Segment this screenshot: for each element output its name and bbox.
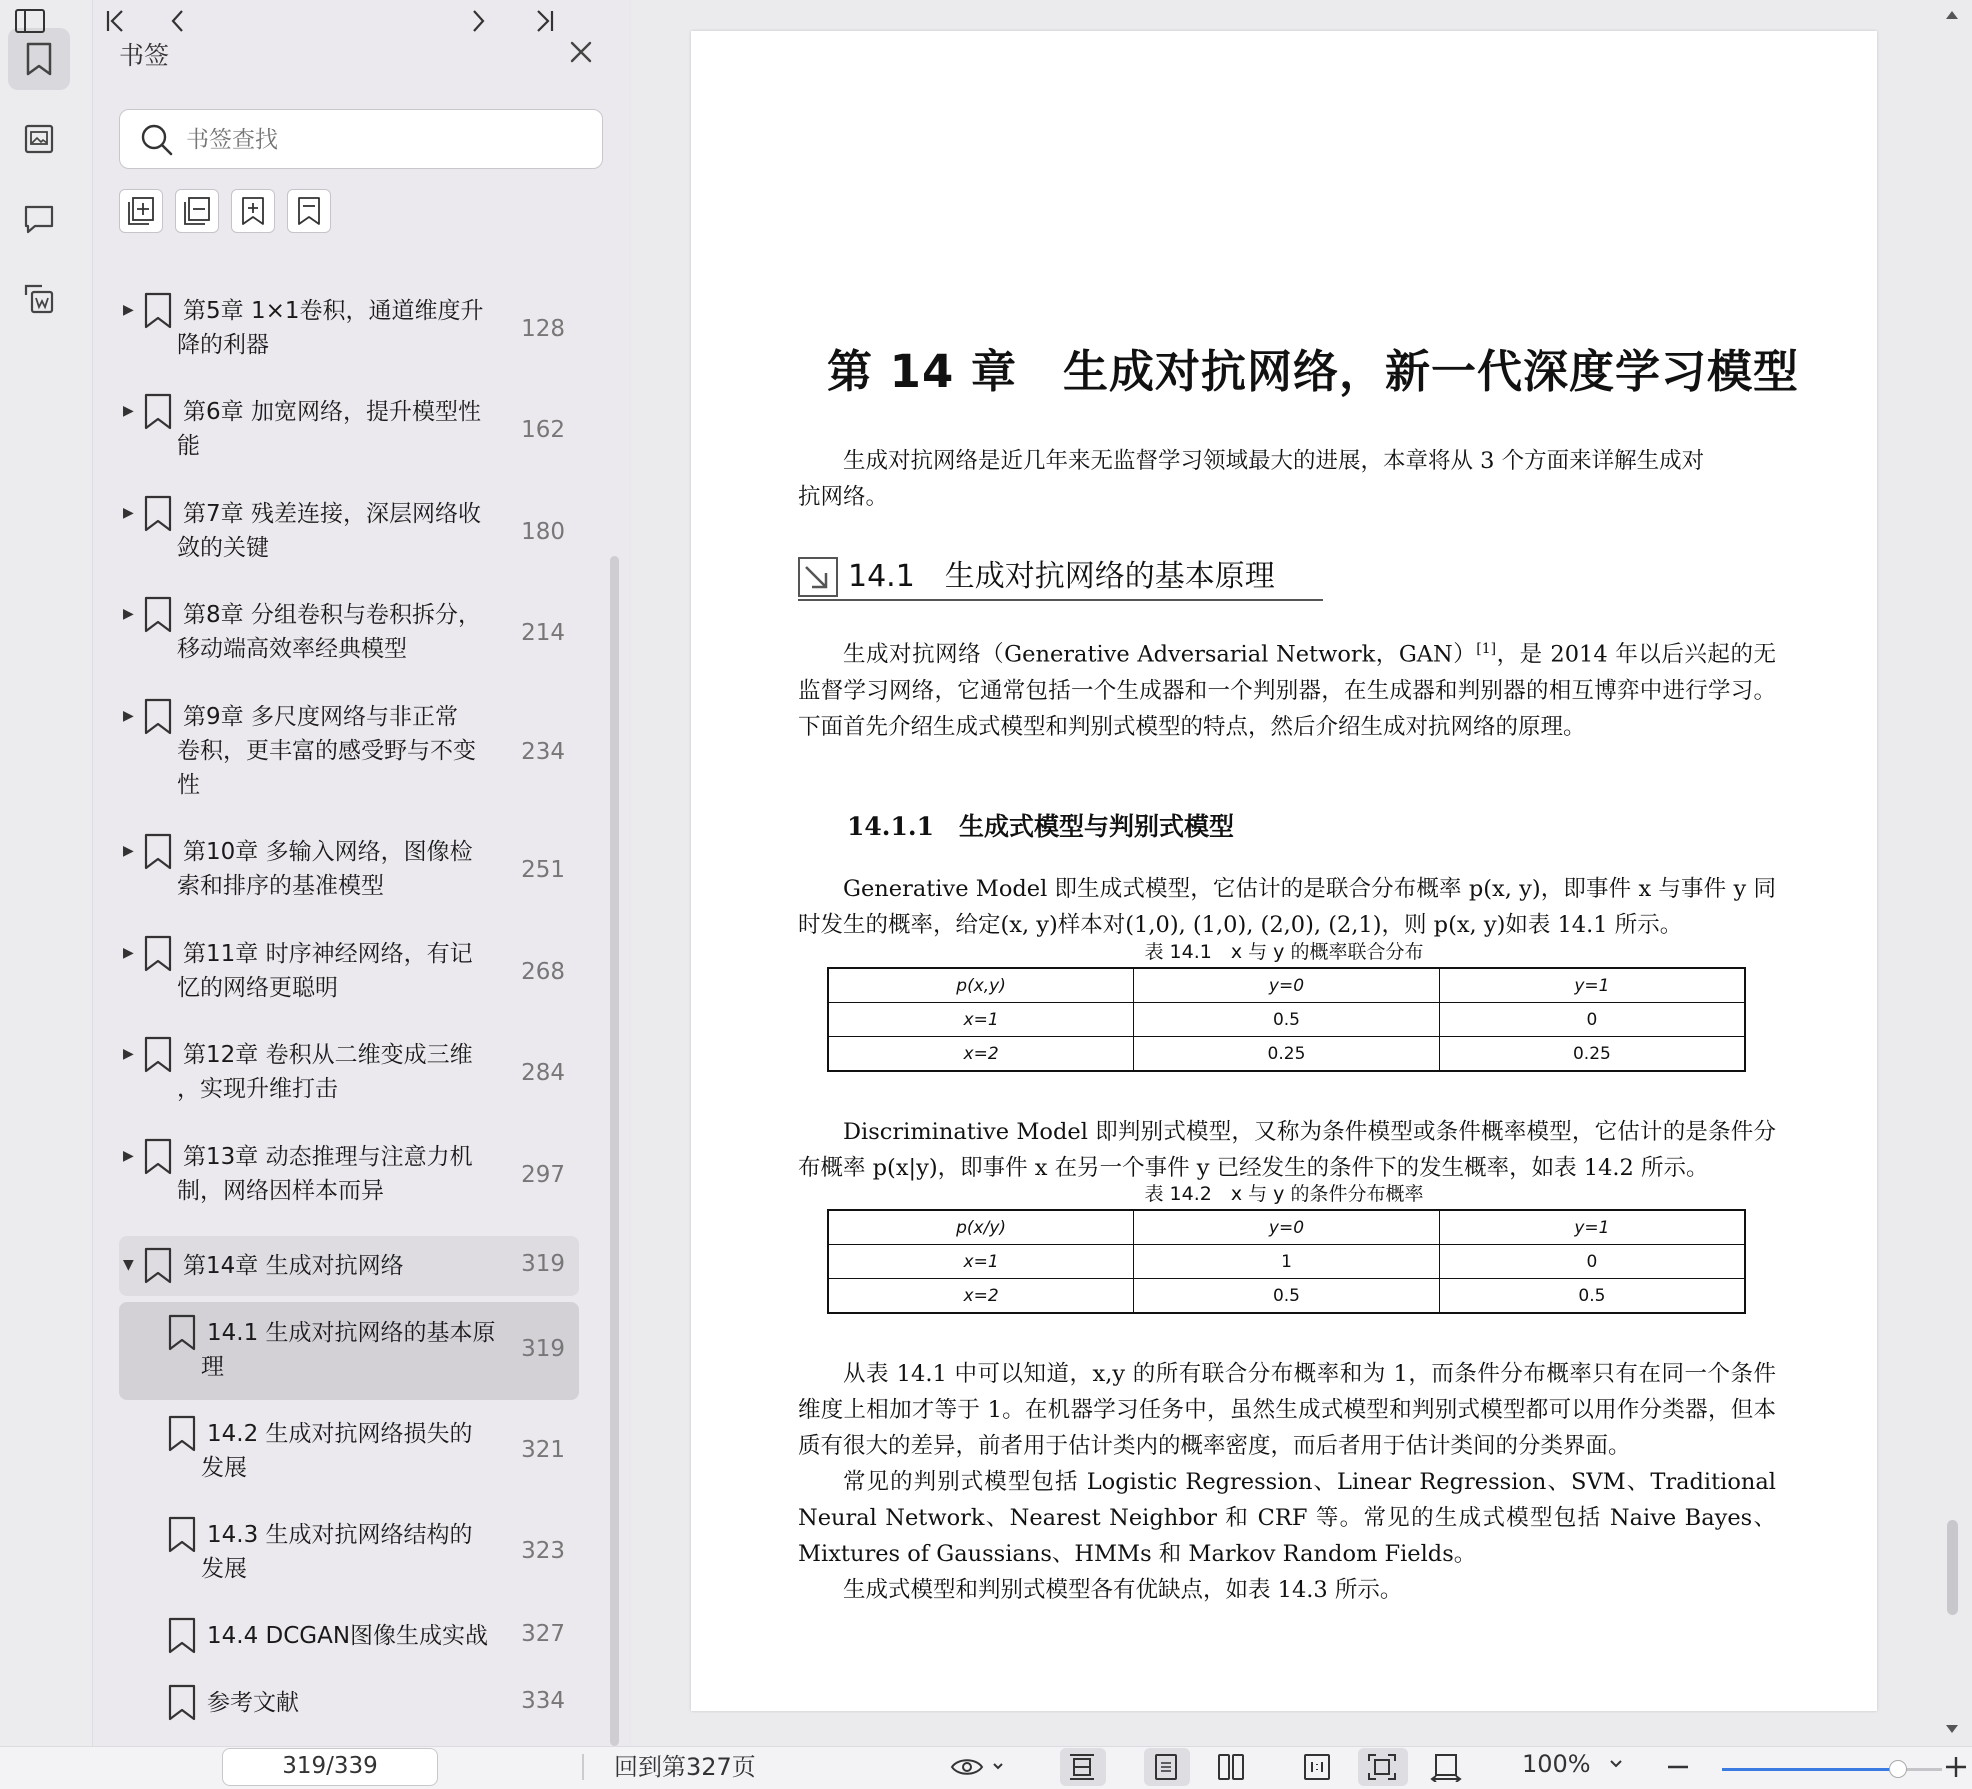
pros-cons-text: 生成式模型和判别式模型各有优缺点，如表 14.3 所示。	[843, 1577, 1403, 1603]
continuous-scroll-button[interactable]	[1066, 1752, 1098, 1782]
document-scrollbar[interactable]	[1947, 1520, 1958, 1615]
bookmark-title: 降的利器	[177, 332, 269, 358]
bookmark-page-number: 297	[521, 1162, 565, 1188]
table-cell: 0.25	[1439, 1037, 1745, 1072]
joint-probability-table	[827, 967, 1746, 1072]
gan-intro-text-b: ，是 2014 年以后兴起的无监督学习网络，它通常包括一个生成器和一个判别器，在生成器和判别器的相互博弈中进行学习。下面首先介绍生成式模型和判别式模型的特点，然后介绍生成对抗网络的原理。	[798, 641, 1776, 740]
section-title: 14.1 生成对抗网络的基本原理	[848, 559, 1275, 594]
last-page-icon	[532, 8, 556, 34]
bookmark-icon	[167, 1415, 197, 1457]
bookmark-item[interactable]	[119, 381, 579, 483]
zoom-in-button[interactable]	[1944, 1752, 1968, 1782]
toggle-sidebar-button[interactable]	[14, 6, 46, 36]
collapsed-arrow-icon[interactable]: ▶	[123, 708, 134, 724]
bookmark-page-number: 214	[521, 620, 565, 646]
bookmarks-tab[interactable]	[8, 28, 70, 90]
table-row	[828, 1279, 1745, 1314]
subsection-title: 14.1.1 生成式模型与判别式模型	[847, 812, 1234, 841]
bookmark-title: 第12章 卷积从二维变成三维	[183, 1042, 473, 1068]
bookmark-title: 性	[177, 772, 200, 798]
table-cell: p(x,y)	[828, 968, 1134, 1003]
bookmark-title: ，实现升维打击	[177, 1076, 338, 1102]
bookmark-item[interactable]	[119, 821, 579, 923]
section-heading	[798, 551, 1323, 601]
sub-bookmark-item[interactable]	[119, 1504, 579, 1602]
table-row	[828, 968, 1745, 1003]
table-cell: 0.5	[1134, 1003, 1440, 1037]
fit-width-button[interactable]	[1430, 1752, 1462, 1782]
table-cell: 0.25	[1134, 1037, 1440, 1072]
bookmark-title: 理	[201, 1354, 224, 1380]
collapsed-arrow-icon[interactable]: ▶	[123, 505, 134, 521]
bookmark-page-number: 180	[521, 519, 565, 545]
chapter-title: 第 14 章 生成对抗网络，新一代深度学习模型	[827, 345, 1799, 398]
table2-caption: 表 14.2 x 与 y 的条件分布概率	[1144, 1183, 1424, 1205]
table-cell: y=1	[1439, 968, 1745, 1003]
bookmark-page-number: 319	[521, 1251, 565, 1277]
bookmark-title: 第10章 多输入网络，图像检	[183, 839, 473, 865]
add-bookmark-icon	[237, 195, 269, 227]
collapse-all-icon	[181, 195, 213, 227]
bookmark-icon	[143, 393, 173, 435]
common-models-text: 常见的判别式模型包括 Logistic Regression、Linear Regression、SVM、Traditional Neural Network、Nearest Neighbor 和 CRF 等。常见的生成式模型包括 Naive Bayes、Mixtures of Gaussians、HMMs 和 Markov Random Fields。	[798, 1469, 1776, 1567]
close-icon	[563, 34, 599, 70]
bookmark-title: 第9章 多尺度网络与非正常	[183, 704, 458, 730]
collapsed-arrow-icon[interactable]: ▶	[123, 1148, 134, 1164]
comment-icon	[23, 204, 55, 234]
bookmark-title: 发展	[201, 1556, 247, 1582]
view-mode-button[interactable]	[950, 1752, 1006, 1782]
two-page-icon	[1216, 1752, 1246, 1782]
table-cell: x=1	[828, 1245, 1134, 1279]
bookmark-icon	[143, 1138, 173, 1180]
page-number-input[interactable]: 319/339	[222, 1748, 438, 1786]
toolbar-divider	[582, 1754, 584, 1780]
table-cell: 1	[1134, 1245, 1440, 1279]
table1-caption: 表 14.1 x 与 y 的概率联合分布	[1144, 941, 1424, 963]
chevron-right-icon	[468, 8, 488, 34]
bookmark-title: 第5章 1×1卷积，通道维度升	[183, 298, 484, 324]
previous-page-button[interactable]	[168, 6, 188, 36]
gan-intro-text-a: 生成对抗网络（Generative Adversarial Network，GAN）	[843, 641, 1477, 668]
bookmark-item[interactable]	[119, 1236, 579, 1296]
table-cell: y=0	[1134, 1210, 1440, 1245]
bookmark-page-number: 321	[521, 1437, 565, 1463]
table-cell: y=0	[1134, 968, 1440, 1003]
continuous-scroll-icon	[1066, 1752, 1098, 1782]
single-page-icon	[1152, 1752, 1180, 1782]
bookmark-title: 第13章 动态推理与注意力机	[183, 1144, 473, 1170]
bookmark-title: 14.2 生成对抗网络损失的	[207, 1421, 473, 1447]
thumbnails-tab[interactable]	[8, 108, 70, 170]
table-cell: p(x/y)	[828, 1210, 1134, 1245]
table-row	[828, 1003, 1745, 1037]
bookmark-icon	[143, 596, 173, 638]
bookmark-page-number: 284	[521, 1060, 565, 1086]
bookmark-page-number: 162	[521, 417, 565, 443]
collapsed-arrow-icon[interactable]: ▶	[123, 843, 134, 859]
plus-icon	[1944, 1754, 1968, 1780]
bookmark-icon	[143, 833, 173, 875]
bookmark-icon	[167, 1314, 197, 1356]
fit-page-icon	[1366, 1752, 1398, 1782]
discriminative-model-paragraph	[798, 1114, 1776, 1186]
bookmark-page-number: 128	[521, 316, 565, 342]
bookmark-page-number: 234	[521, 738, 565, 765]
zoom-level-dropdown[interactable]	[1522, 1749, 1623, 1779]
close-panel-button[interactable]	[563, 34, 599, 70]
sub-bookmark-item[interactable]	[119, 1606, 579, 1666]
bookmark-title: 能	[177, 433, 200, 459]
table-cell: 0	[1439, 1245, 1745, 1279]
scroll-down-arrow-icon[interactable]	[1944, 1722, 1960, 1736]
zoom-slider-handle[interactable]	[1889, 1760, 1907, 1778]
search-icon	[140, 123, 174, 157]
bookmark-title: 第14章 生成对抗网络	[183, 1253, 404, 1279]
image-icon	[24, 124, 54, 154]
table-row	[828, 1210, 1745, 1245]
bookmark-search-box[interactable]	[119, 109, 603, 169]
two-page-button[interactable]	[1216, 1752, 1246, 1782]
panel-title: 书签	[119, 41, 170, 70]
table-cell: x=2	[828, 1037, 1134, 1072]
intro-paragraph	[798, 443, 1776, 515]
bookmark-icon	[167, 1684, 197, 1726]
comparison-text: 从表 14.1 中可以知道，x,y 的所有联合分布概率和为 1，而条件分布概率只有在同一个条件维度上相加才等于 1。在机器学习任务中，虽然生成式模型和判别式模型都可以用作分类器，但本质有很大的差异，前者用于估计类内的概率密度，而后者用于估计类间的分类界面。	[798, 1361, 1776, 1459]
generative-model-paragraph	[798, 871, 1776, 943]
zoom-slider[interactable]	[1722, 1768, 1942, 1771]
bookmark-icon	[143, 495, 173, 537]
chevron-down-icon	[1609, 1759, 1623, 1769]
single-page-button[interactable]	[1152, 1752, 1180, 1782]
conditional-probability-table	[827, 1209, 1746, 1314]
sub-bookmark-item[interactable]	[119, 1403, 579, 1501]
discriminative-model-text: Discriminative Model 即判别式模型，又称为条件模型或条件概率模型，它估计的是条件分布概率 p(x|y)，即事件 x 在另一个事件 y 已经发生的条件下的发生概率，如表 14.2 所示。	[798, 1119, 1776, 1181]
section-marker-icon	[798, 557, 838, 597]
fit-page-button[interactable]	[1366, 1752, 1398, 1782]
collapsed-arrow-icon[interactable]: ▶	[123, 945, 134, 961]
table-cell: x=2	[828, 1279, 1134, 1314]
collapsed-arrow-icon[interactable]: ▶	[123, 606, 134, 622]
bookmark-icon	[143, 935, 173, 977]
eye-icon	[950, 1754, 1006, 1780]
expanded-arrow-icon[interactable]: ▼	[123, 1257, 134, 1273]
next-page-button[interactable]	[468, 6, 488, 36]
bookmark-panel	[93, 0, 630, 1746]
comparison-paragraph	[798, 1356, 1776, 1608]
minus-icon	[1666, 1754, 1690, 1780]
intro-line-2: 抗网络。	[798, 484, 889, 510]
bookmark-title: 制，网络因样本而异	[177, 1178, 384, 1204]
collapse-all-button[interactable]	[175, 189, 219, 233]
attachments-tab[interactable]	[8, 268, 70, 330]
expand-all-icon	[125, 195, 157, 227]
document-page	[691, 31, 1877, 1711]
bookmark-page-number: 323	[521, 1538, 565, 1564]
intro-line-1: 生成对抗网络是近几年来无监督学习领域最大的进展，本章将从 3 个方面来详解生成对	[843, 448, 1705, 474]
zoom-out-button[interactable]	[1666, 1752, 1690, 1782]
chevron-left-icon	[168, 8, 188, 34]
reference-link[interactable]: [1]	[1476, 641, 1497, 657]
bookmark-search-input[interactable]	[184, 120, 588, 160]
bookmark-icon	[24, 42, 54, 76]
table-cell: x=1	[828, 1003, 1134, 1037]
table-cell: 0.5	[1134, 1279, 1440, 1314]
sub-bookmark-item[interactable]	[119, 1302, 579, 1400]
bookmark-item[interactable]	[119, 584, 579, 686]
panel-scrollbar[interactable]	[610, 556, 619, 1746]
bookmark-title: 14.3 生成对抗网络结构的	[207, 1522, 473, 1548]
bookmark-title: 移动端高效率经典模型	[177, 636, 407, 662]
bookmark-title: 发展	[201, 1455, 247, 1481]
actual-size-icon	[1302, 1752, 1332, 1782]
bookmark-item[interactable]	[119, 280, 579, 382]
table-cell: 0.5	[1439, 1279, 1745, 1314]
bookmark-title: 14.4 DCGAN图像生成实战	[207, 1623, 489, 1649]
bookmark-outline-button[interactable]	[287, 189, 331, 233]
zoom-slider-fill	[1722, 1768, 1898, 1771]
comments-tab[interactable]	[8, 188, 70, 250]
bookmark-title: 第11章 时序神经网络，有记	[183, 941, 473, 967]
bookmark-item[interactable]	[119, 686, 579, 821]
sidebar-toggle-icon	[14, 8, 46, 34]
bookmark-title: 敛的关键	[177, 535, 269, 561]
first-page-button[interactable]	[104, 6, 128, 36]
bookmark-page-number: 327	[521, 1621, 565, 1647]
table-cell: y=1	[1439, 1210, 1745, 1245]
table-cell: 0	[1439, 1003, 1745, 1037]
bookmark-page-number: 319	[521, 1336, 565, 1362]
expand-all-button[interactable]	[119, 189, 163, 233]
scroll-up-arrow-icon[interactable]	[1944, 8, 1960, 22]
bookmark-title: 参考文献	[207, 1690, 299, 1716]
collapsed-arrow-icon[interactable]: ▶	[123, 302, 134, 318]
side-rail	[0, 0, 93, 1746]
gan-intro-paragraph	[798, 631, 1776, 745]
collapsed-arrow-icon[interactable]: ▶	[123, 403, 134, 419]
bookmark-item[interactable]	[119, 483, 579, 585]
bookmark-page-number: 334	[521, 1688, 565, 1714]
bookmark-title: 第8章 分组卷积与卷积拆分，	[183, 602, 481, 628]
back-to-page-link[interactable]: 回到第327页	[614, 1752, 756, 1781]
bookmark-icon	[143, 1036, 173, 1078]
bookmark-item[interactable]	[119, 923, 579, 1025]
bookmark-title: 第6章 加宽网络，提升模型性	[183, 399, 481, 425]
table-row	[828, 1037, 1745, 1072]
first-page-icon	[104, 8, 128, 34]
sub-bookmark-item[interactable]	[119, 1673, 579, 1733]
bookmark-item[interactable]	[119, 1126, 579, 1228]
bookmark-icon	[143, 292, 173, 334]
table-row	[828, 1245, 1745, 1279]
generative-model-text: Generative Model 即生成式模型，它估计的是联合分布概率 p(x, y)，即事件 x 与事件 y 同时发生的概率，给定(x, y)样本对(1,0), (1,0), (2,0), (2,1)，则 p(x, y)如表 14.1 所示。	[798, 876, 1776, 938]
zoom-level-value: 100%	[1522, 1750, 1591, 1778]
bookmark-icon	[143, 1247, 173, 1289]
bookmark-title: 14.1 生成对抗网络的基本原	[207, 1320, 496, 1346]
bookmark-icon	[143, 698, 173, 740]
attachment-icon	[23, 283, 55, 315]
bookmark-title: 索和排序的基准模型	[177, 873, 384, 899]
bookmark-icon	[167, 1516, 197, 1558]
bookmark-page-number: 268	[521, 959, 565, 985]
bookmark-outline-icon	[293, 195, 325, 227]
actual-size-button[interactable]	[1302, 1752, 1332, 1782]
add-bookmark-button[interactable]	[231, 189, 275, 233]
bookmark-icon	[167, 1617, 197, 1659]
bookmark-item[interactable]	[119, 1024, 579, 1126]
bookmark-title: 卷积，更丰富的感受野与不变	[177, 738, 476, 764]
collapsed-arrow-icon[interactable]: ▶	[123, 1046, 134, 1062]
fit-width-icon	[1430, 1752, 1462, 1782]
bookmark-title: 第7章 残差连接，深层网络收	[183, 501, 481, 527]
bookmark-page-number: 251	[521, 857, 565, 883]
last-page-button[interactable]	[532, 6, 556, 36]
bookmark-title: 忆的网络更聪明	[177, 975, 338, 1001]
